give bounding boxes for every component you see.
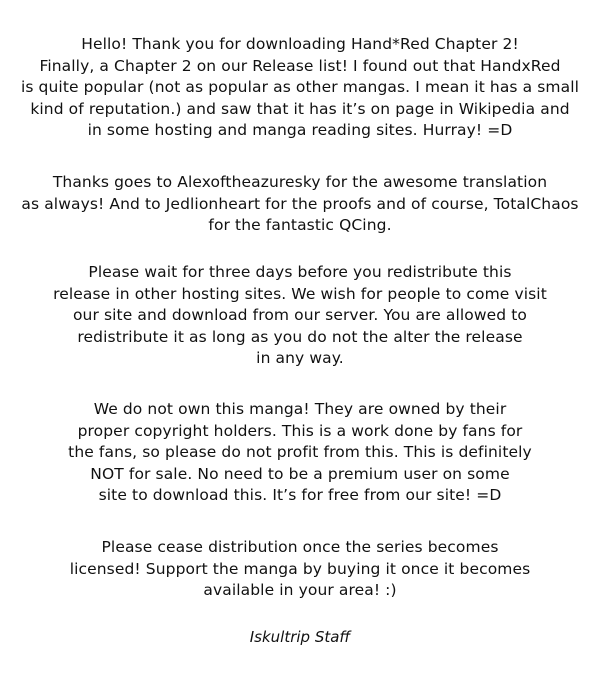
- text-line: Thanks goes to Alexoftheazuresky for the awesome translation: [52, 173, 548, 191]
- text-line: for the fantastic QCing.: [208, 216, 392, 235]
- text-line: is quite popular (not as popular as other mangas. I mean it has a small: [20, 78, 580, 97]
- text-line: Finally, a Chapter 2 on our Release list! I found out that HandxRed: [39, 56, 561, 75]
- text-line: licensed! Support the manga by buying it once it becomes: [69, 559, 531, 578]
- paragraph-greeting: [0, 34, 600, 142]
- paragraph-thanks: [0, 172, 600, 237]
- text-line: Hello! Thank you for downloading Hand*Red Chapter 2!: [81, 35, 519, 53]
- text-line: kind of reputation.) and saw that it has it’s on page in Wikipedia and: [30, 99, 570, 118]
- paragraph-licensing: [0, 537, 600, 602]
- text-line: release in other hosting sites. We wish for people to come visit: [53, 284, 547, 303]
- text-line: available in your area! :): [203, 581, 397, 600]
- text-line: in any way.: [256, 349, 344, 368]
- text-line: We do not own this manga! They are owned by their: [93, 400, 507, 418]
- text-line: the fans, so please do not profit from this. This is definitely: [68, 443, 532, 462]
- paragraph-disclaimer: [0, 399, 600, 507]
- staff-signature: Iskultrip Staff: [249, 628, 351, 646]
- paragraph-redistribution: [0, 262, 600, 370]
- text-line: site to download this. It’s for free from our site! =D: [98, 486, 502, 505]
- text-line: as always! And to Jedlionheart for the proofs and of course, TotalChaos: [21, 194, 579, 213]
- text-line: Please wait for three days before you redistribute this: [88, 263, 512, 281]
- text-line: redistribute it as long as you do not the alter the release: [77, 327, 523, 346]
- text-line: Please cease distribution once the series becomes: [101, 538, 499, 556]
- text-line: in some hosting and manga reading sites. Hurray! =D: [87, 121, 513, 140]
- text-line: proper copyright holders. This is a work done by fans for: [77, 421, 523, 440]
- text-line: our site and download from our server. You are allowed to: [72, 306, 528, 325]
- text-line: NOT for sale. No need to be a premium user on some: [90, 464, 510, 483]
